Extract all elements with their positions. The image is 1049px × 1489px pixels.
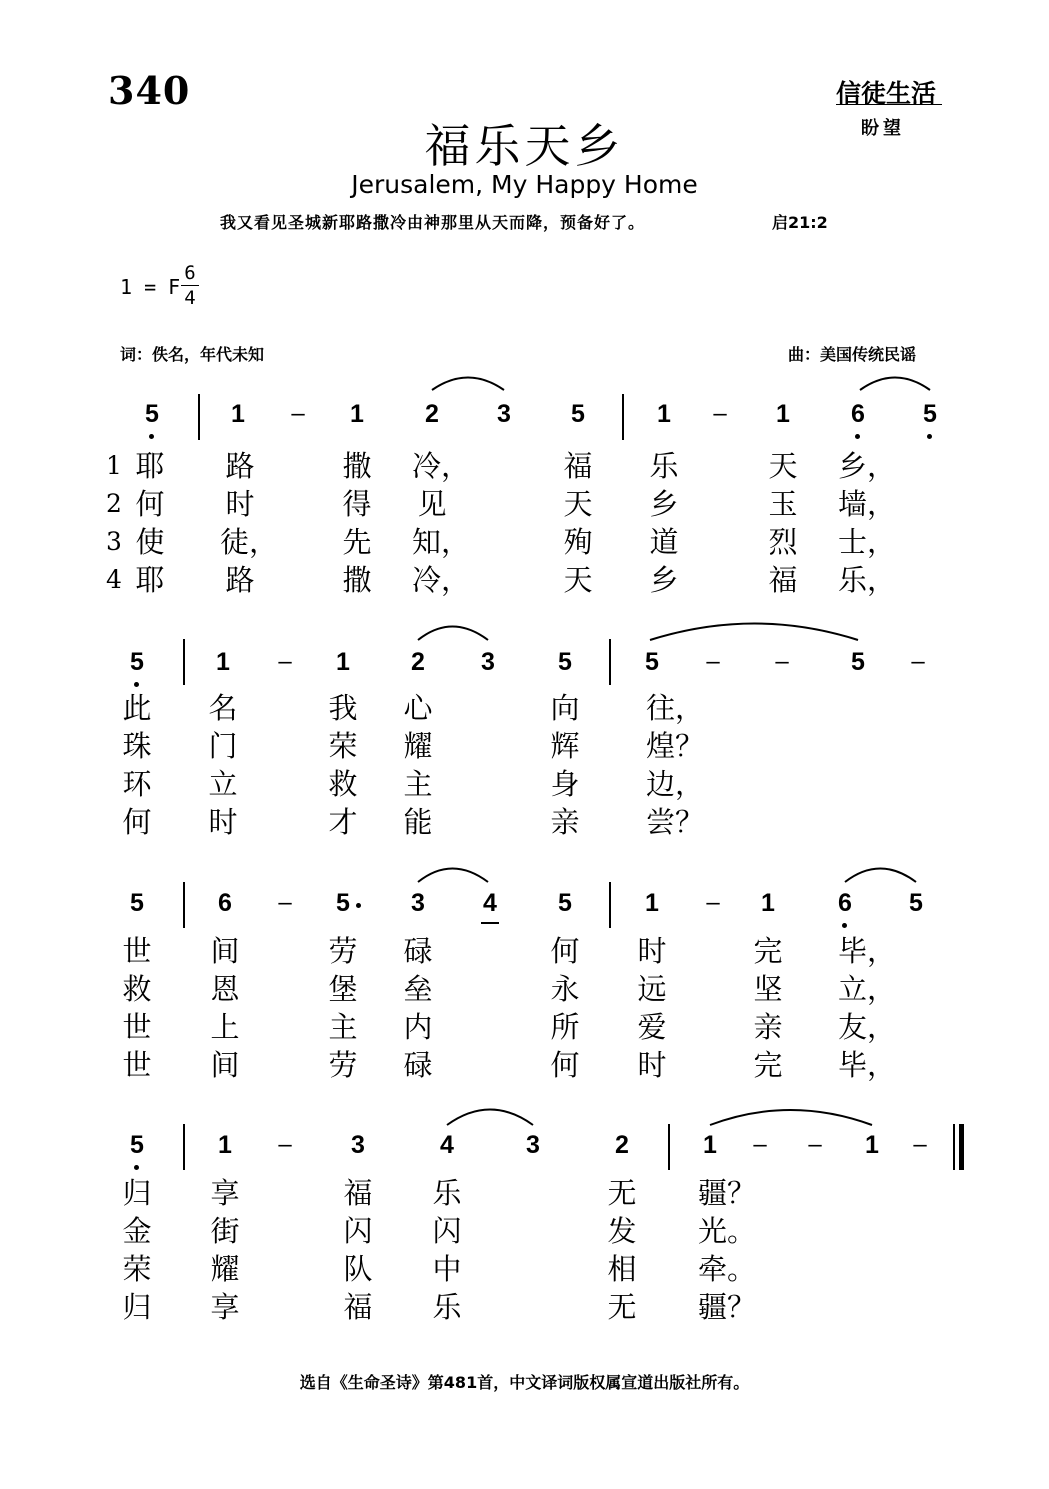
lyric-syllable: 撒 bbox=[342, 449, 372, 483]
lyric-syllable: 所 bbox=[550, 1010, 580, 1044]
lyric-syllable: 先 bbox=[342, 525, 372, 559]
note: 6 bbox=[851, 400, 865, 428]
lyric-syllable: 道 bbox=[649, 525, 679, 559]
lyric-syllable: 堡 bbox=[328, 972, 358, 1006]
lyric-syllable: 亲 bbox=[550, 805, 580, 839]
lyric-syllable: 爱 bbox=[637, 1010, 667, 1044]
slur bbox=[432, 378, 504, 391]
verse-number: 2 bbox=[106, 489, 122, 518]
lyric-syllable: 友， bbox=[838, 1010, 897, 1044]
note: 1 bbox=[645, 889, 659, 917]
lyric-syllable: 中 bbox=[432, 1252, 462, 1286]
lyric-syllable: 永 bbox=[550, 972, 580, 1006]
lyric-syllable: 往， bbox=[646, 691, 705, 725]
lyric-syllable: 冷， bbox=[412, 449, 471, 483]
note: 1 bbox=[761, 889, 775, 917]
note: 5 bbox=[558, 648, 572, 676]
note: 5 bbox=[558, 889, 572, 917]
copyright-footer: 选自《生命圣诗》第481首，中文译词版权属宣道出版社所有。 bbox=[299, 1373, 750, 1392]
note: 1 bbox=[336, 648, 350, 676]
lyric-syllable: 撒 bbox=[342, 563, 372, 597]
lyric-syllable: 身 bbox=[550, 767, 580, 801]
lyric-syllable: 冷， bbox=[412, 563, 471, 597]
lyric-syllable: 何 bbox=[550, 934, 580, 968]
lyric-syllable: 主 bbox=[403, 767, 433, 801]
lyric-syllable: 远 bbox=[637, 972, 667, 1006]
lyric-syllable: 碌 bbox=[403, 934, 433, 968]
lyric-syllable: 世 bbox=[122, 1048, 152, 1082]
lyric-syllable: 时 bbox=[208, 805, 238, 839]
lyric-syllable: 乐 bbox=[432, 1290, 462, 1324]
lyric-syllable: 无 bbox=[607, 1290, 637, 1324]
lyric-syllable: 世 bbox=[122, 1010, 152, 1044]
lyric-syllable: 垒 bbox=[403, 972, 433, 1006]
note: 1 bbox=[216, 648, 230, 676]
lyric-syllable: 尝？ bbox=[646, 805, 705, 839]
slur bbox=[860, 378, 930, 391]
lyric-syllable: 心 bbox=[403, 691, 433, 725]
lyric-syllable: 路 bbox=[225, 449, 255, 483]
slur bbox=[418, 627, 488, 641]
lyric-syllable: 名 bbox=[208, 691, 238, 725]
lyric-syllable: 徒， bbox=[220, 525, 279, 559]
duration-dash: – bbox=[291, 400, 305, 427]
lyric-syllable: 乡 bbox=[649, 563, 679, 597]
scripture-reference: 启21:2 bbox=[772, 213, 828, 232]
lyric-syllable: 完 bbox=[753, 934, 783, 968]
lyric-syllable: 牵。 bbox=[698, 1252, 757, 1286]
lyric-syllable: 烈 bbox=[768, 525, 798, 559]
lyric-syllable: 耶 bbox=[135, 563, 165, 597]
duration-dash: – bbox=[808, 1131, 822, 1158]
lyric-syllable: 天 bbox=[563, 487, 593, 521]
lyric-syllable: 归 bbox=[122, 1290, 152, 1324]
note: 5 bbox=[909, 889, 923, 917]
duration-dash: – bbox=[706, 648, 720, 675]
lyric-syllable: 见 bbox=[417, 487, 447, 521]
note: 4 bbox=[483, 889, 497, 917]
note: 2 bbox=[411, 648, 425, 676]
lyric-syllable: 救 bbox=[328, 767, 358, 801]
verse-number: 1 bbox=[106, 451, 122, 480]
lyric-syllable: 间 bbox=[210, 1048, 240, 1082]
lyric-syllable: 时 bbox=[225, 487, 255, 521]
lyricist-credit: 词：佚名，年代未知 bbox=[120, 345, 265, 364]
duration-dash: – bbox=[713, 400, 727, 427]
lyric-syllable: 福 bbox=[563, 449, 593, 483]
lyric-syllable: 救 bbox=[122, 972, 152, 1006]
note: 5 bbox=[923, 400, 937, 428]
lyric-syllable: 耀 bbox=[210, 1252, 240, 1286]
duration-dash: – bbox=[913, 1131, 927, 1158]
lyric-syllable: 环 bbox=[122, 767, 152, 801]
lyric-syllable: 闪 bbox=[432, 1214, 462, 1248]
note: 3 bbox=[526, 1131, 540, 1159]
lyric-syllable: 殉 bbox=[563, 525, 593, 559]
lyric-syllable: 何 bbox=[122, 805, 152, 839]
duration-dash: – bbox=[706, 889, 720, 916]
title-english: Jerusalem, My Happy Home bbox=[351, 170, 698, 199]
lyric-syllable: 乐 bbox=[432, 1176, 462, 1210]
duration-dash: – bbox=[775, 648, 789, 675]
lyric-syllable: 坚 bbox=[753, 972, 783, 1006]
lyric-syllable: 无 bbox=[607, 1176, 637, 1210]
lyric-syllable: 乡， bbox=[838, 449, 897, 483]
note: 2 bbox=[425, 400, 439, 428]
lyric-syllable: 耶 bbox=[135, 449, 165, 483]
scripture-verse: 我又看见圣城新耶路撒冷由神那里从天而降，预备好了。 bbox=[220, 213, 646, 232]
note: 1 bbox=[231, 400, 245, 428]
lyric-syllable: 煌？ bbox=[646, 729, 705, 763]
note: 5 bbox=[851, 648, 865, 676]
duration-dash: – bbox=[753, 1131, 767, 1158]
lyric-syllable: 福 bbox=[343, 1176, 373, 1210]
note: 1 bbox=[703, 1131, 717, 1159]
note: 6 bbox=[838, 889, 852, 917]
lyric-syllable: 才 bbox=[328, 805, 358, 839]
note: 6 bbox=[218, 889, 232, 917]
lyric-syllable: 珠 bbox=[122, 729, 152, 763]
title-chinese: 福乐天乡 bbox=[424, 119, 625, 173]
lyric-syllable: 毕， bbox=[838, 934, 897, 968]
lyric-syllable: 天 bbox=[768, 449, 798, 483]
lyric-syllable: 立， bbox=[838, 972, 897, 1006]
lyric-syllable: 荣 bbox=[328, 729, 358, 763]
lyric-syllable: 此 bbox=[122, 691, 152, 725]
note: 3 bbox=[481, 648, 495, 676]
lyric-syllable: 耀 bbox=[403, 729, 433, 763]
note: 2 bbox=[615, 1131, 629, 1159]
lyric-syllable: 劳 bbox=[328, 934, 358, 968]
note: 5 bbox=[645, 648, 659, 676]
lyric-syllable: 主 bbox=[328, 1010, 358, 1044]
lyric-syllable: 世 bbox=[122, 934, 152, 968]
slur bbox=[845, 869, 916, 883]
verse-number: 4 bbox=[106, 565, 122, 594]
lyric-syllable: 队 bbox=[343, 1252, 373, 1286]
lyric-syllable: 金 bbox=[122, 1214, 152, 1248]
time-signature-top: 6 bbox=[184, 262, 196, 284]
note: 1 bbox=[350, 400, 364, 428]
lyric-syllable: 向 bbox=[550, 691, 580, 725]
note: 3 bbox=[411, 889, 425, 917]
lyric-syllable: 间 bbox=[210, 934, 240, 968]
lyric-syllable: 享 bbox=[210, 1176, 240, 1210]
lyric-syllable: 我 bbox=[328, 691, 358, 725]
lyric-syllable: 何 bbox=[550, 1048, 580, 1082]
note: 1 bbox=[657, 400, 671, 428]
note: 3 bbox=[497, 400, 511, 428]
note: 1 bbox=[776, 400, 790, 428]
lyric-syllable: 玉 bbox=[768, 487, 798, 521]
lyric-syllable: 碌 bbox=[403, 1048, 433, 1082]
slur bbox=[710, 1110, 872, 1125]
lyric-syllable: 恩 bbox=[210, 972, 240, 1006]
lyric-syllable: 相 bbox=[607, 1252, 637, 1286]
lyric-syllable: 上 bbox=[210, 1010, 240, 1044]
slur bbox=[447, 1110, 533, 1126]
duration-dash: – bbox=[911, 648, 925, 675]
hymn-number: 340 bbox=[108, 68, 191, 113]
lyric-syllable: 路 bbox=[225, 563, 255, 597]
time-signature-bottom: 4 bbox=[184, 287, 196, 309]
key-signature: 1 = F bbox=[120, 275, 181, 299]
lyric-syllable: 完 bbox=[753, 1048, 783, 1082]
lyric-syllable: 何 bbox=[135, 487, 165, 521]
lyric-syllable: 墙， bbox=[838, 487, 897, 521]
lyric-syllable: 街 bbox=[210, 1214, 240, 1248]
lyric-syllable: 疆？ bbox=[698, 1176, 757, 1210]
lyric-syllable: 毕， bbox=[838, 1048, 897, 1082]
note: 1 bbox=[218, 1131, 232, 1159]
lyric-syllable: 荣 bbox=[122, 1252, 152, 1286]
lyric-syllable: 发 bbox=[607, 1214, 637, 1248]
lyric-syllable: 乡 bbox=[649, 487, 679, 521]
lyric-syllable: 亲 bbox=[753, 1010, 783, 1044]
lyric-syllable: 闪 bbox=[343, 1214, 373, 1248]
lyric-syllable: 得 bbox=[342, 487, 372, 521]
slur bbox=[650, 624, 858, 641]
lyric-syllable: 边， bbox=[646, 767, 705, 801]
note: 4 bbox=[440, 1131, 454, 1159]
category-label: 信徒生活 bbox=[836, 79, 937, 108]
lyric-syllable: 门 bbox=[208, 729, 238, 763]
lyric-syllable: 内 bbox=[403, 1010, 433, 1044]
lyric-syllable: 劳 bbox=[328, 1048, 358, 1082]
duration-dash: – bbox=[278, 1131, 292, 1158]
lyric-syllable: 立 bbox=[208, 767, 238, 801]
note: 3 bbox=[351, 1131, 365, 1159]
composer-credit: 曲：美国传统民谣 bbox=[788, 345, 917, 364]
lyric-syllable: 归 bbox=[122, 1176, 152, 1210]
lyric-syllable: 疆？ bbox=[698, 1290, 757, 1324]
lyric-syllable: 时 bbox=[637, 1048, 667, 1082]
duration-dash: – bbox=[278, 889, 292, 916]
note: 5 bbox=[130, 889, 144, 917]
duration-dash: – bbox=[278, 648, 292, 675]
note: 5 bbox=[130, 1131, 144, 1159]
lyric-syllable: 辉 bbox=[550, 729, 580, 763]
lyric-syllable: 享 bbox=[210, 1290, 240, 1324]
lyric-syllable: 时 bbox=[637, 934, 667, 968]
subcategory-label: 盼望 bbox=[861, 118, 905, 139]
lyric-syllable: 士， bbox=[838, 525, 897, 559]
lyric-syllable: 知， bbox=[412, 525, 471, 559]
lyric-syllable: 福 bbox=[768, 563, 798, 597]
lyric-syllable: 光。 bbox=[698, 1214, 757, 1248]
note: 5 bbox=[336, 889, 350, 917]
note: 1 bbox=[865, 1131, 879, 1159]
lyric-syllable: 乐， bbox=[838, 563, 897, 597]
slur bbox=[418, 869, 488, 883]
note: 5 bbox=[145, 400, 159, 428]
note: 5 bbox=[571, 400, 585, 428]
lyric-syllable: 福 bbox=[343, 1290, 373, 1324]
lyric-syllable: 天 bbox=[563, 563, 593, 597]
lyric-syllable: 乐 bbox=[649, 449, 679, 483]
verse-number: 3 bbox=[106, 527, 122, 556]
note: 5 bbox=[130, 648, 144, 676]
lyric-syllable: 使 bbox=[135, 525, 165, 559]
lyric-syllable: 能 bbox=[403, 805, 433, 839]
